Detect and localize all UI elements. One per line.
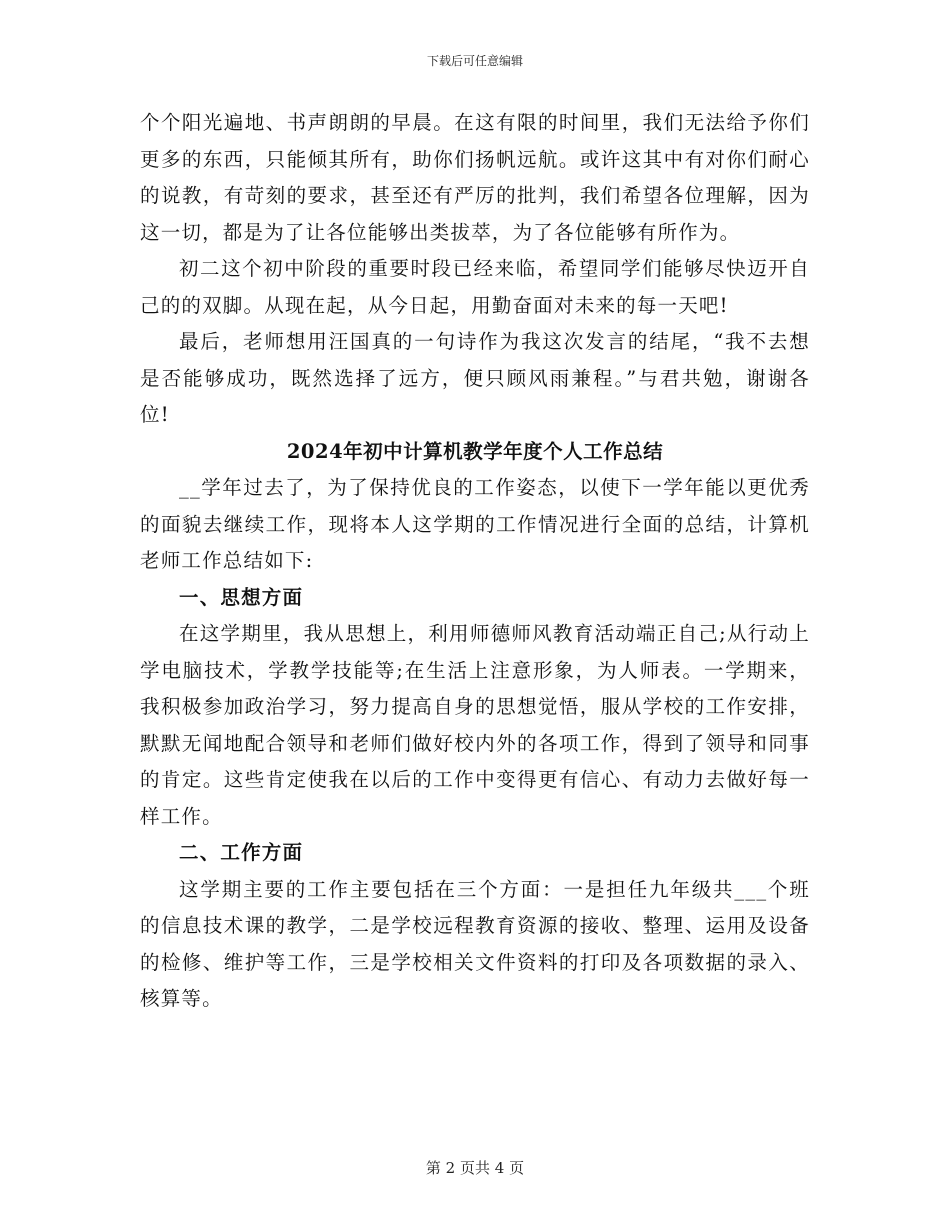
heading-ideology: 一、思想方面 bbox=[179, 585, 304, 609]
paragraph-closing-quote: 最后，老师想用汪国真的一句诗作为我这次发言的结尾，“我不去想是否能够成功，既然选择了远方，便只顾风雨兼程。”与君共勉，谢谢各位! bbox=[140, 330, 810, 426]
paragraph-intro: __学年过去了，为了保持优良的工作姿态，以使下一学年能以更优秀的面貌去继续工作，现将本人这学期的工作情况进行全面的总结，计算机老师工作总结如下: bbox=[140, 476, 810, 572]
page-header-note: 下载后可任意编辑 bbox=[426, 54, 523, 68]
paragraph-closing-blessing: 个个阳光遍地、书声朗朗的早晨。在这有限的时间里，我们无法给予你们更多的东西，只能倾其所有，助你们扬帆远航。或许这其中有对你们耐心的说教，有苛刻的要求，甚至还有严厉的批判，我们希望各位理解，因为这一切，都是为了让各位能够出类拔萃，为了各位能够有所作为。 bbox=[140, 111, 810, 244]
document-body bbox=[140, 105, 810, 1018]
paragraph-encouragement: 初二这个初中阶段的重要时段已经来临，希望同学们能够尽快迈开自己的的双脚。从现在起，从今日起，用勤奋面对未来的每一天吧! bbox=[140, 257, 810, 317]
document-title: 2024年初中计算机教学年度个人工作总结 bbox=[286, 439, 664, 463]
paragraph-ideology: 在这学期里，我从思想上，利用师德师风教育活动端正自己;从行动上学电脑技术，学教学技能等;在生活上注意形象，为人师表。一学期来，我积极参加政治学习，努力提高自身的思想觉悟，服从学校的工作安排，默默无闻地配合领导和老师们做好校内外的各项工作，得到了领导和同事的肯定。这些肯定使我在以后的工作中变得更有信心、有动力去做好每一样工作。 bbox=[140, 622, 810, 828]
page-number: 第 2 页共 4 页 bbox=[425, 1159, 525, 1177]
heading-work: 二、工作方面 bbox=[179, 841, 304, 864]
paragraph-work: 这学期主要的工作主要包括在三个方面：一是担任九年级共___个班的信息技术课的教学，二是学校远程教育资源的接收、整理、运用及设备的检修、维护等工作，三是学校相关文件资料的打印及各项数据的录入、核算等。 bbox=[140, 877, 810, 1010]
